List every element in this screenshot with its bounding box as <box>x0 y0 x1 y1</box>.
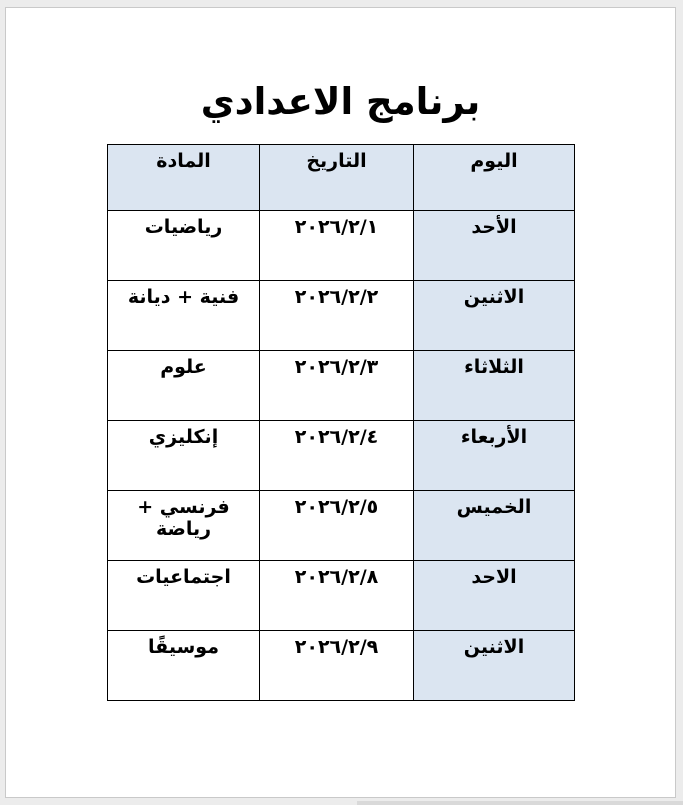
day-cell: الثلاثاء <box>414 351 575 421</box>
next-page-edge <box>357 801 683 805</box>
document-title: برنامج الاعدادي <box>200 80 481 123</box>
column-header-subject: المادة <box>108 145 260 211</box>
day-cell: الأربعاء <box>414 421 575 491</box>
day-cell: الاثنين <box>414 281 575 351</box>
table-row <box>108 631 575 701</box>
date-cell: ٢٠٢٦/٢/٥ <box>260 491 414 561</box>
date-cell: ٢٠٢٦/٢/٤ <box>260 421 414 491</box>
day-cell: الأحد <box>414 211 575 281</box>
day-cell: الاثنين <box>414 631 575 701</box>
table-header-row <box>108 145 575 211</box>
date-cell: ٢٠٢٦/٢/٢ <box>260 281 414 351</box>
table-row <box>108 491 575 561</box>
subject-cell: رياضيات <box>108 211 260 281</box>
table-row <box>108 281 575 351</box>
column-header-date: التاريخ <box>260 145 414 211</box>
table-row <box>108 561 575 631</box>
table-row <box>108 351 575 421</box>
schedule-table <box>107 144 575 701</box>
subject-cell: اجتماعيات <box>108 561 260 631</box>
subject-cell: فرنسي + رياضة <box>108 491 260 561</box>
subject-cell: علوم <box>108 351 260 421</box>
subject-cell: إنكليزي <box>108 421 260 491</box>
table-row <box>108 211 575 281</box>
subject-cell: فنية + ديانة <box>108 281 260 351</box>
document-page <box>5 7 676 798</box>
date-cell: ٢٠٢٦/٢/٣ <box>260 351 414 421</box>
table-row <box>108 421 575 491</box>
date-cell: ٢٠٢٦/٢/١ <box>260 211 414 281</box>
date-cell: ٢٠٢٦/٢/٨ <box>260 561 414 631</box>
date-cell: ٢٠٢٦/٢/٩ <box>260 631 414 701</box>
column-header-day: اليوم <box>414 145 575 211</box>
day-cell: الاحد <box>414 561 575 631</box>
day-cell: الخميس <box>414 491 575 561</box>
subject-cell: موسيقًا <box>108 631 260 701</box>
